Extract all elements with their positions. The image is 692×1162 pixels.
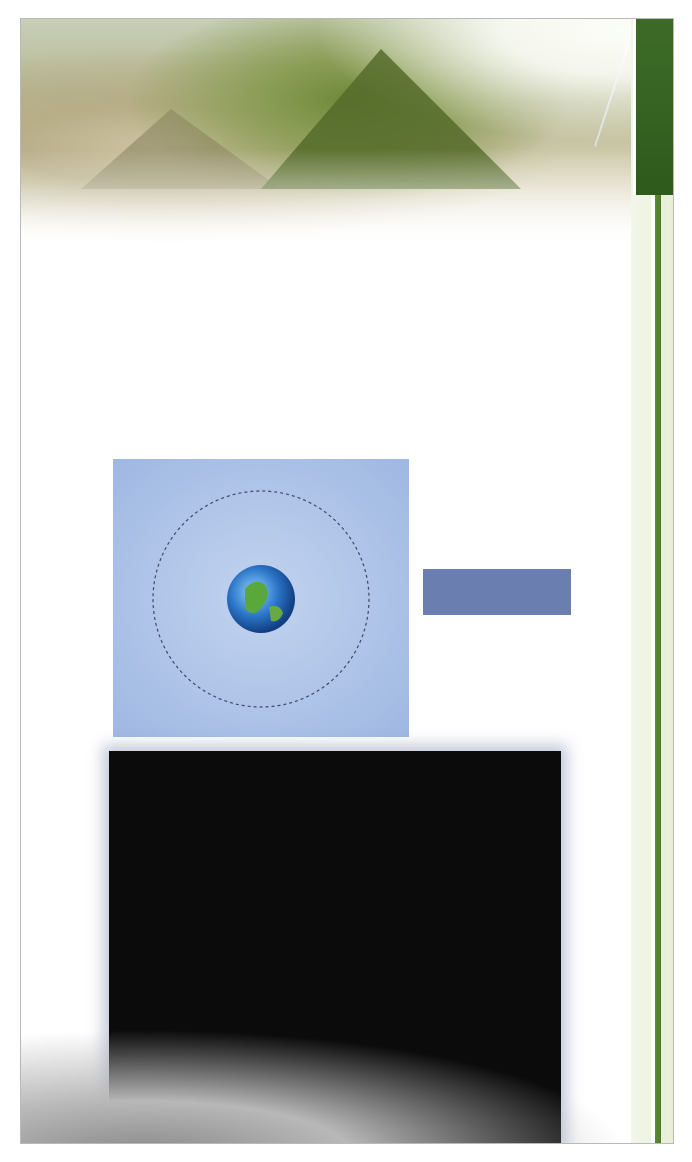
lightning-icon: [594, 41, 630, 146]
side-bar: [631, 19, 673, 1143]
footer-landscape: [21, 1029, 631, 1143]
side-tab-label: [640, 27, 670, 187]
side-tab: [633, 19, 674, 195]
side-rule: [651, 195, 667, 1143]
header-banner: [21, 19, 673, 249]
moon-orbit-diagram: [113, 459, 409, 737]
content-frame: [20, 18, 674, 1144]
figure-caption: [423, 569, 571, 615]
header-fade: [21, 149, 673, 249]
